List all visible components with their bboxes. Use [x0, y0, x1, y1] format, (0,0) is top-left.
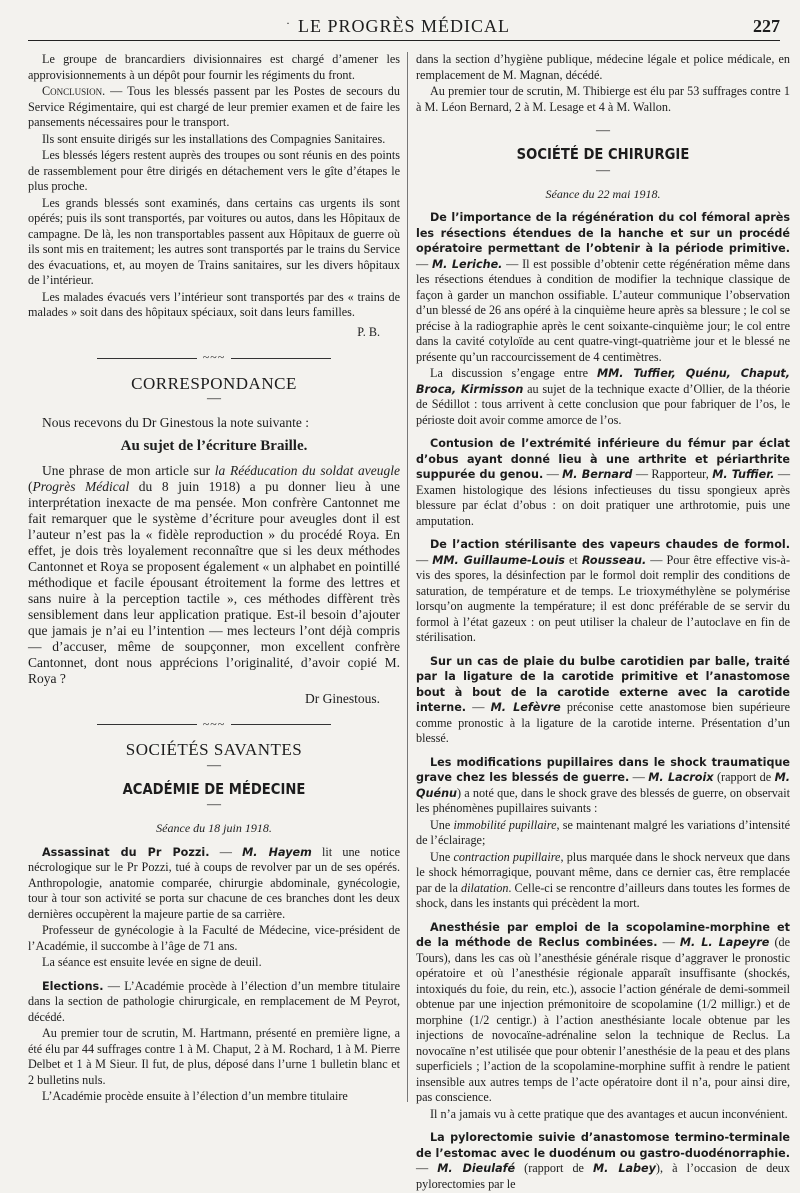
article-author: M. Hayem	[242, 845, 312, 859]
article-author: M. L. Lapeyre	[679, 936, 770, 949]
italic-text: contraction pupillaire	[453, 849, 561, 864]
seance-date: Séance du 18 juin 1918.	[156, 821, 272, 835]
correspondance-intro: Nous recevons du Dr Ginestous la note suivante :	[42, 415, 309, 430]
right-column	[416, 52, 790, 1193]
ornament-divider	[28, 350, 400, 366]
paragraph: Ils sont ensuite dirigés sur les installations des Compagnies Sanitaires.	[42, 131, 386, 146]
italic-text: Progrès Médical	[32, 478, 130, 494]
paragraph: Professeur de gynécologie à la Faculté de Médecine, vice-président de l’Académie, il succombe à l’âge de 71 ans.	[28, 923, 400, 953]
title-dash: —	[207, 391, 221, 406]
seance-date: Séance du 22 mai 1918.	[545, 186, 661, 201]
paragraph: L’Académie procède ensuite à l’élection d’un membre titulaire	[42, 1089, 348, 1103]
paragraph: Le groupe de brancardiers divisionnaires est chargé d’amener les approvisionnements à un dépôt pour fournir les régiments du front.	[28, 52, 400, 82]
article-title: De l’action stérilisante des vapeurs chaudes de formol.	[430, 538, 790, 551]
article-formol: De l’action stérilisante des vapeurs chaudes de formol. — MM. Guillaume-Louis et Rousseau. — Pour être effective vis-à-vis des spores, la désinfection par le formol doit remplir des conditions de saturation, de température et de temps. Le trioxyméthylène se polymérise lorsqu’on augmente la température; il est donc préférable de se servir du formol à l’état gazeux : on peut utiliser la chaleur de l’autoclave en fin de stérilisation.	[416, 538, 791, 644]
italic-text: la Rééducation du soldat aveugle	[214, 462, 400, 478]
paragraph: Les blessés légers restent auprès des troupes ou sont réunis en des points de rassemblement pour être dirigés en détachement vers le gîte d’étapes le plus proche.	[28, 148, 400, 193]
letter-title: Au sujet de l’écriture Braille.	[120, 438, 308, 454]
article-elections: Elections. — L’Académie procède à l’élection d’un membre titulaire dans la section de pathologie chirurgicale, en remplacement de M Peyrot, décédé.	[28, 978, 400, 1024]
article-pozzi: Assassinat du Pr Pozzi. — M. Hayem lit une notice nécrologique sur le Pr Pozzi, tué à coups de revolver par un de ses opérés. Anthropologie, anatomie comparée, chirurgie abdominale, gynécologie, tour à tour son activité se porta sur chacune de ces branches dont les deux dernières occupèrent la majeure partie de sa carrière.	[28, 844, 400, 921]
title-dash: —	[596, 123, 610, 138]
page-header	[28, 10, 780, 41]
section-title-chirurgie: SOCIÉTÉ DE CHIRURGIE	[516, 145, 690, 163]
section-title-societes: SOCIÉTÉS SAVANTES	[125, 740, 303, 759]
paragraph: Une immobilité pupillaire, se maintenant malgré les variations d’intensité de l’éclairage;	[416, 817, 791, 847]
article-lacroix: Les modifications pupillaires dans le shock traumatique grave chez les blessés de guerre. — M. Lacroix (rapport de M. Quénu) a noté que, dans le shock grave des blessés de guerre, on observait les phénomènes pupillaires suivants :	[416, 755, 791, 815]
paragraph: La discussion s’engage entre MM. Tuffier, Quénu, Chaput, Broca, Kirmisson au sujet de la technique exacte d’Ollier, de la théorie de Sédillot : tous arrivent à cette conclusion que pour fabriquer de l’os, le périoste doit avoir comme amorce de l’os.	[416, 366, 791, 427]
article-author: M. Quénu	[416, 771, 791, 800]
letter-body: Une phrase de mon article sur la Rééducation du soldat aveugle (Progrès Médical du 8 juin 1918) a pu donner lieu à une interprétation inexacte de ma pensée. Mon confrère Cantonnet me fait remarquer que le système d’écriture pour aveugles dont il est l’auteur n’est pas la « fidèle reproduction » du procédé Roya. En effet, je dois très loyalement reconnaître que si les deux méthodes Cantonnet et Roya se proposent également « un alphabet en pointillé méthodique et facile épousant étroitement la forme des lettres et sans nuire à la perception tactile », ces méthodes diffèrent très sensiblement dans leur application pratique. Est-il besoin d’ajouter que jamais je n’ai eu l’intention — mes lecteurs l’ont déjà compris — d’accuser, même de soupçonner, mon excellent confrère Cantonnet, dont nous apprécions l’originalité, d’avoir copié M. Roya ?	[28, 462, 400, 686]
article-title: Elections.	[42, 979, 104, 993]
article-author: M. Leriche.	[431, 257, 503, 271]
conclusion-text: — Tous les blessés passent par les Postes de secours du Service Régimentaire, qui est chargé de leur premier examen et de faire les pansements nécessaires pour le transport.	[28, 84, 400, 129]
article-lefevre: Sur un cas de plaie du bulbe carotidien par balle, traité par la ligature de la carotide primitive et l’anastomose bout à bout de la carotide externe avec la carotide interne. — M. Lefèvre préconise cette anastomose bien supérieure comme pronostic à la ligature de la carotide interne. Présentation d’un blessé.	[416, 654, 791, 745]
conclusion-paragraph	[28, 84, 400, 131]
italic-text: dilatation	[461, 880, 509, 895]
title-dash: —	[207, 797, 221, 812]
article-title: Anesthésie par emploi de la scopolamine-morphine et de la méthode de Reclus combinées.	[416, 920, 790, 949]
conclusion-lead: Conclusion.	[42, 84, 106, 98]
paragraph: Au premier tour de scrutin, M. Hartmann, présenté en première ligne, a été élu par 44 suffrages contre 1 à M. Chaput, 2 à M. Rochard, 1 à M. Pierre Delbet et 1 à M Sieur. Il fut, de plus, déposé dans l’urne 1 bulletin blanc et 2 bulletins nuls.	[28, 1026, 400, 1087]
article-tuffier: Contusion de l’extrémité inférieure du fémur par éclat d’obus ayant donné lieu à une arthrite et périarthrite suppurée du genou. — M. Bernard — Rapporteur, M. Tuffier. — Examen histologique des lésions infectieuses du tissu spongieux après blessure par éclat d’obus : on doit pratiquer une arthrotomie, puis une amputation.	[416, 437, 791, 528]
paragraph: La séance est ensuite levée en signe de deuil.	[42, 955, 262, 969]
article-title: Assassinat du Pr Pozzi.	[42, 845, 210, 859]
article-title: La pylorectomie suivie d’anastomose termino-terminale de l’estomac avec le duodénum ou gastro-duodénorraphie.	[416, 1131, 790, 1160]
article-dieulafe: La pylorectomie suivie d’anastomose termino-terminale de l’estomac avec le duodénum ou gastro-duodénorraphie. — M. Dieulafé (rapport de M. Labey), à l’occasion de deux pylorectomies par le	[416, 1131, 790, 1191]
article-author: M. Bernard	[562, 468, 633, 481]
ornament: ~~~	[202, 350, 226, 364]
article-title: De l’importance de la régénération du col fémoral après les résections étendues de la hanche et sur un procédé opératoire permettant de l’obtenir à la période primitive.	[416, 211, 790, 255]
ornament-divider: ~~~	[28, 717, 400, 733]
left-column	[28, 52, 400, 1106]
column-divider	[407, 52, 408, 1102]
page-number: 227	[753, 16, 780, 36]
article-leriche: De l’importance de la régénération du col fémoral après les résections étendues de la hanche et sur un procédé opératoire permettant de l’obtenir à la période primitive. — M. Leriche. — Il est possible d’obtenir cette régénération même dans les résections étendues à condition de modifier la technique classique de façon à garder un manchon ossifiable. L’auteur communique l’observation d’un blessé de 26 ans opéré à la cinquième heure après sa blessure ; le col se précise à la radiographie après le cent soixante-cinquième jour; le col entre dans la cavité cotyloïde au cent quatre-vingt-quatrième jour et le blessé ne présente qu’un raccourcissement de 4 centimètres.	[416, 211, 790, 364]
article-author: M. Lacroix	[648, 771, 714, 784]
article-lapeyre: Anesthésie par emploi de la scopolamine-morphine et de la méthode de Reclus combinées. — M. L. Lapeyre (de Tours), dans les cas où l’anesthésie générale risque d’aggraver le pronostic opératoire et où l’anesthésie régionale apparaît insuffisante (shockés, intoxiqués du foie, du rein, etc.), associe l’action générale de demi-sommeil obtenue par une injection prémonitoire de scopolamine (1/2 milligr.) et de morphine (1/2 centigr.) à l’action anesthésiante locale obtenue par les injections de novocaïne-adrénaline selon la technique de Reclus. La novocaïne n’est utilisée que pour obtenir l’anesthésie de la peau et des plans superficiels ; l’action de la scopolamine-morphine suffit à rendre le patient insensible aux autres temps de l’acte opératoire dont il n’a, pour ainsi dire, pas conscience.	[416, 920, 791, 1104]
paragraph: dans la section d’hygiène publique, médecine légale et police médicale, en remplacement de M. Magnan, décédé.	[416, 52, 790, 82]
paragraph: Les malades évacués vers l’intérieur sont transportés par des « trains de malades » soit dans des hôpitaux spéciaux, soit dans leurs familles.	[28, 289, 400, 319]
article-author: Rousseau.	[581, 553, 647, 567]
paragraph: Au premier tour de scrutin, M. Thibierge est élu par 53 suffrages contre 1 à M. Léon Bernard, 2 à M. Lesage et 4 à M. Wallon.	[416, 84, 790, 114]
signature: P. B.	[357, 324, 380, 339]
header-dot: ·	[286, 16, 290, 30]
section-title-academie: ACADÉMIE DE MÉDECINE	[122, 779, 306, 798]
article-title: Sur un cas de plaie du bulbe carotidien par balle, traité par la ligature de la carotide primitive et l’anastomose bout à bout de la carotide externe avec la carotide interne.	[416, 654, 790, 714]
title-dash: —	[596, 162, 610, 178]
article-author: M. Labey	[593, 1162, 656, 1175]
article-author: M. Tuffier.	[712, 468, 775, 481]
paragraph: Il n’a jamais vu à cette pratique que des avantages et aucun inconvénient.	[430, 1106, 788, 1121]
letter-signature: Dr Ginestous.	[305, 690, 380, 706]
section-title-correspondance: CORRESPONDANCE	[131, 373, 297, 393]
italic-text: immobilité pupillaire	[453, 817, 557, 832]
title-dash: —	[207, 757, 221, 773]
article-title: Contusion de l’extrémité inférieure du fémur par éclat d’obus ayant donné lieu à une arthrite et périarthrite suppurée du genou.	[416, 437, 790, 481]
article-author: M. Lefèvre	[490, 701, 561, 714]
paragraph: Les grands blessés sont examinés, dans certains cas urgents ils sont opérés; puis ils sont transportés, par voitures ou autos, dans les Hôpitaux de campagne. De là, les non transportables passent aux Hôpitaux de guerre où ils sont mis en traitement; les autres sont transportés par le trains du Service des évacuations, et, au moyen de Trains sanitaires, sur les divers hôpitaux de l’intérieur.	[28, 195, 400, 287]
article-author: M. Dieulafé	[437, 1162, 516, 1175]
article-author: MM. Tuffier, Quénu, Chaput, Broca, Kirmisson	[416, 367, 791, 396]
journal-title: LE PROGRÈS MÉDICAL	[297, 16, 510, 36]
article-author: MM. Guillaume-Louis	[432, 553, 565, 567]
article-title: Les modifications pupillaires dans le shock traumatique grave chez les blessés de guerre.	[416, 755, 790, 784]
paragraph: Une contraction pupillaire, plus marquée dans le shock nerveux que dans le shock hémorragique, pouvant même, dans ce dernier cas, être remplacée par de la dilatation. Celle-ci se rencontre d’ailleurs dans toutes les formes de shock, dans les instants qui précèdent la mort.	[416, 849, 790, 910]
